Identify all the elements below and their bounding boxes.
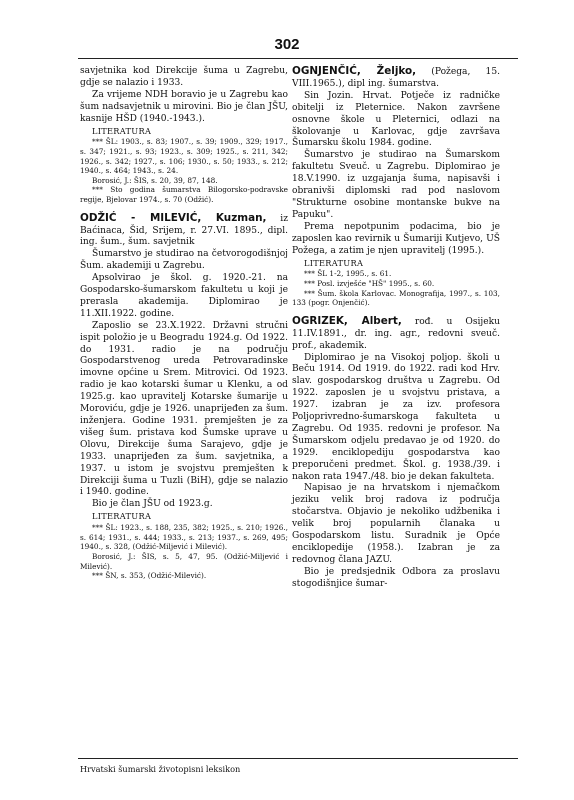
entry-paragraph: Prema nepotpunim podacima, bio je zaposlen kao revirnik u Šumariji Kutjevo, UŠ Požega, a zatim je njen upravitelj (1995.). xyxy=(292,221,500,256)
entry-ogrizek xyxy=(292,316,500,591)
literature-item: *** ŠL: 1923., s. 188, 235, 382; 1925., s. 210; 1926., s. 614; 1931., s. 444; 1933., s. 213; 1937., s. 269, 495; 1940., s. 328, (Odžić-Miljević i Milević). xyxy=(80,523,288,552)
literature-item: *** Šum. škola Karlovac. Monografija, 1997., s. 103, 133 (pogr. Onjenčić). xyxy=(292,288,500,308)
literature-item: *** Posl. izvješće "HŠ" 1995., s. 60. xyxy=(304,279,435,288)
entry-paragraph: Šumarstvo je studirao na Šumarskom fakultetu Sveuč. u Zagrebu. Diplomirao je 18.V.1990. iz uzgajanja šuma, napisavši i obranivši diplomski rad pod naslovom "Strukturne osobine montanske bukve na Papuku". xyxy=(292,150,500,220)
entry-paragraph: Bio je predsjednik Odbora za proslavu stogodišnjice šumar- xyxy=(292,566,500,589)
entry-paragraph: Zaposlio se 23.X.1922. Državni stručni ispit položio je u Beogradu 1924.g. Od 1922. do 1931. radio je na području Gospodarstvenog ureda Petrovaradinske imovne općine u Srem. Mitrovici. Od 1923. radio je kao kotarski šumar u Klenku, a od 1925.g. kao upravitelj Kotarske šumarije u Moroviću, gdje je 1926. unaprijeđen za šum. inženjera. Godine 1931. premješten je za višeg šum. pristava kod Šumske uprave u Olovu, Direkcije šuma Sarajevo, gdje je 1933. unaprijeđen za šum. savjetnika, a 1937. u istom je svojstvu premješten k Direkciji šuma u Tuzli (BiH), gdje se nalazio i 1940. godine. xyxy=(80,320,288,498)
continued-paragraph: Za vrijeme NDH boravio je u Zagrebu kao šum nadsavjetnik u mirovini. Bio je član JŠU, kasnije HŠD (1940.-1943.). xyxy=(80,89,288,124)
literature-item: *** ŠN, s. 353, (Odžić-Milević). xyxy=(92,571,207,581)
right-column xyxy=(292,66,500,598)
header-rule xyxy=(78,58,518,59)
literature-heading: LITERATURA xyxy=(92,511,152,522)
entry-paragraph: Sin Jozin. Hrvat. Potječe iz radničke obitelji iz Pleternice. Nakon završene osnovne škole u Pleternici, odlazi na školovanje u Karlovac, gdje završava Šumarsku školu 1984. godine. xyxy=(292,90,500,149)
literature-item: *** Sto godina šumarstva Bilogorsko-podravske regije, Bjelovar 1974., s. 70 (Odžić). xyxy=(80,185,288,204)
entry-head-rest: iz Baćinaca, Šid, Srijem, r. 27.VI. 1895., dipl. ing. šum., šum. savjetnik xyxy=(80,213,288,248)
entry-odzic-milevic xyxy=(80,213,288,581)
footer-rule xyxy=(78,758,518,759)
entry-ognjencic xyxy=(292,66,500,308)
literature-item: Borosić, J.: ŠIS, s. 20, 39, 87, 148. xyxy=(92,175,218,185)
literature-heading: LITERATURA xyxy=(304,257,364,268)
literature-item: *** ŠL: 1903., s. 83; 1907., s. 39; 1909., 329; 1917., s. 347; 1921., s. 93; 1923., s. 309; 1925., s. 211, 342; 1926., s. 342; 1927., s. 106; 1930., s. 50; 1933., s. 212; 1940., s. 464; 1943., s. 24. xyxy=(80,137,288,176)
entry-name: OGNJENČIĆ, Željko, xyxy=(292,65,417,77)
entry-heading xyxy=(292,316,500,353)
entry-name: OGRIZEK, Albert, xyxy=(292,314,402,327)
footer-title: Hrvatski šumarski životopisni leksikon xyxy=(80,764,241,774)
literature-item: Borosić, J.: ŠIS, s. 5, 47, 95. (Odžić-Miljević i Milević). xyxy=(80,551,288,571)
left-column xyxy=(80,66,288,588)
continued-paragraph: savjetnika kod Direkcije šuma u Zagrebu, gdje se nalazio i 1933. xyxy=(80,66,288,88)
entry-paragraph: Šumarstvo je studirao na četvorogodišnjoj Šum. akademiji u Zagrebu. xyxy=(80,249,288,272)
entry-head-rest: rođ. u Osijeku 11.IV.1891., dr. ing. agr., redovni sveuč. prof., akademik. xyxy=(292,316,500,351)
literature-item: *** ŠL 1-2, 1995., s. 61. xyxy=(304,269,392,279)
entry-head-rest: (Požega, 15. VIII.1965.), dipl ing. šumarstva. xyxy=(292,67,500,89)
entry-paragraph: Diplomirao je na Visokoj poljop. školi u Beču 1914. Od 1919. do 1922. radi kod Hrv. slav. gospodarskog društva u Zagrebu. Od 1922. zaposlen je u svojstvu pristava, a 1927. izabran je za izv. profesora Poljoprivredno-šumarskoga fakulteta u Zagrebu. Od 1935. redovni je profesor. Na Šumarskom odjelu predavao je od 1920. do 1929. enciklopediju gospodarstva kao preporučeni predmet. Škol. g. 1938./39. i nakon rata 1947./48. bio je dekan fakulteta. xyxy=(292,352,500,482)
entry-name: ODŽIĆ - MILEVIĆ, Kuzman, xyxy=(80,211,267,224)
continued-entry xyxy=(80,66,288,205)
entry-paragraph: Apsolvirao je škol. g. 1920.-21. na Gospodarsko-šumarskom fakultetu u koji je prerasla akademija. Diplomirao je 11.XII.1922. godine. xyxy=(80,273,288,319)
entry-heading xyxy=(80,213,288,250)
entry-paragraph: Napisao je na hrvatskom i njemačkom jeziku velik broj radova iz područja stočarstva. Objavio je nekoliko udžbenika i velik broj popularnih članaka u Gospodarskom listu. Suradnik je Opće enciklopedije (1958.). Izabran je za redovnog člana JAZU. xyxy=(292,483,500,565)
page-number: 302 xyxy=(274,36,300,53)
entry-heading xyxy=(292,66,500,91)
literature-heading: LITERATURA xyxy=(92,125,152,136)
entry-paragraph: Bio je član JŠU od 1923.g. xyxy=(92,499,213,510)
